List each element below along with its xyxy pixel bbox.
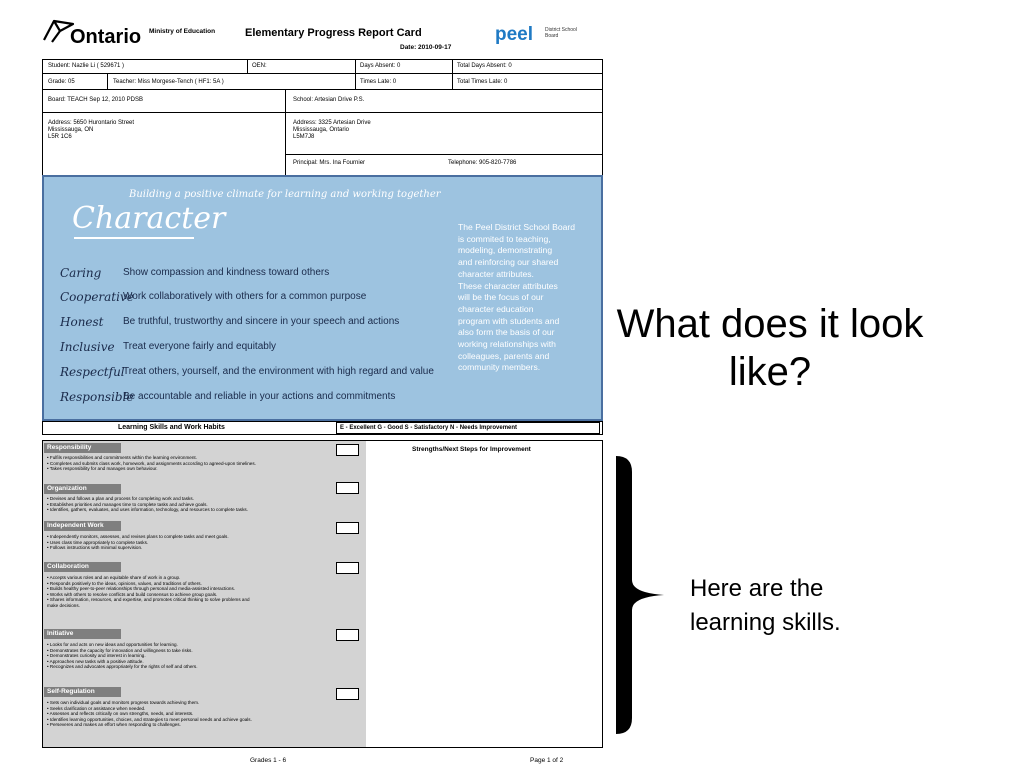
section-items: • Devises and follows a plan and process for completing work and tasks. • Establishes priorities and manages time to complete tasks and achieve goals. • Identifies, gathers, evaluates, and uses information, technology, and resources to complete tasks. [47, 496, 248, 513]
grades-label: Grades 1 - 6 [250, 757, 287, 764]
trait-name: Inclusive [60, 340, 115, 354]
ministry-label: Ministry of Education [149, 28, 216, 35]
report-card [40, 12, 605, 768]
telephone-field: Telephone: 905-820-7786 [448, 160, 517, 166]
oen-field: OEN: [252, 63, 267, 69]
section-title: Self-Regulation [44, 687, 121, 697]
total-days-absent: Total Days Absent: 0 [457, 63, 512, 69]
ontario-logo-text: Ontario [70, 26, 142, 48]
trait-name: Cooperative [60, 290, 134, 304]
section-title: Organization [44, 484, 121, 494]
section-title: Collaboration [44, 562, 121, 572]
section-title: Independent Work [44, 521, 121, 531]
independent-work-rating-box[interactable] [336, 522, 359, 534]
initiative-section [43, 627, 366, 684]
peel-logo-text: peel [495, 24, 534, 45]
section-items: • Independently monitors, assesses, and revises plans to complete tasks and meet goals. • Uses class time appropriately to complete tasks. • Follows instructions with minimal supervision. [47, 534, 229, 551]
grade-field: Grade: 05 [48, 79, 75, 85]
board-field: Board: TEACH Sep 12, 2010 PDSB [48, 97, 143, 103]
student-name: Student: Nazlie Li ( 529671 ) [48, 63, 125, 69]
section-title: Initiative [44, 629, 121, 639]
days-absent: Days Absent: 0 [360, 63, 401, 69]
trait-name: Honest [60, 315, 104, 329]
total-times-late: Total Times Late: 0 [457, 79, 508, 85]
section-items: • Fulfils responsibilities and commitments within the learning environment. • Completes and submits class work, homework, and assignments according to agreed-upon timelines. • Takes responsibility for and manages own behaviour. [47, 455, 256, 472]
character-title: Character [72, 201, 226, 236]
skills-heading: Learning Skills and Work Habits [118, 424, 225, 431]
character-panel [42, 175, 603, 421]
peel-logo-subtext: District School Board [545, 27, 577, 39]
report-title: Elementary Progress Report Card [245, 27, 422, 39]
responsibility-section [43, 441, 366, 482]
strengths-heading: Strengths/Next Steps for Improvement [412, 446, 531, 453]
school-address: Address: 3325 Artesian Drive Mississauga, Ontario L5M7J8 [293, 120, 371, 140]
character-side-text: The Peel District School Board is commited to teaching, modeling, demonstrating and reinforcing our shared character attributes. These character attributes will be the focus of our character education program with students and also form the basis of our working relationships with colleagues, parents and community members. [458, 222, 576, 373]
report-date: Date: 2010-09-17 [400, 44, 452, 51]
section-items: • Accepts various roles and an equitable share of work in a group. • Responds positively to the ideas, opinions, values, and traditions of others. • Builds healthy peer-to-peer relationships through personal and media-assisted interactions. • Works with others to resolve conflicts and build consensus to achieve group goals. • Shares information, resources, and expertise, and promotes critical thinking to solve problems and make decisions. [47, 575, 250, 608]
self-regulation-section [43, 684, 366, 747]
trait-desc: Show compassion and kindness toward others [123, 267, 330, 278]
page-number: Page 1 of 2 [530, 757, 564, 764]
collaboration-section [43, 560, 366, 627]
responsibility-rating-box[interactable] [336, 444, 359, 456]
section-items: • Looks for and acts on new ideas and opportunities for learning. • Demonstrates the capacity for innovation and willingness to take risks. • Demonstrates curiosity and interest in learning. • Approaches new tasks with a positive attitude. • Recognizes and advocates appropriately for the rights of self and others. [47, 642, 198, 670]
trait-name: Caring [60, 266, 102, 280]
organization-section [43, 482, 366, 519]
board-address: Address: 5650 Hurontario Street Mississauga, ON L5R 1C6 [48, 120, 135, 140]
trait-desc: Be accountable and reliable in your actions and commitments [123, 391, 396, 402]
teacher-field: Teacher: Miss Morgese-Tench ( HF1: 5A ) [113, 79, 224, 85]
principal-field: Principal: Mrs. Ina Fournier [293, 160, 366, 166]
peel-logo [495, 22, 595, 48]
times-late: Times Late: 0 [360, 79, 397, 85]
section-title: Responsibility [44, 443, 121, 453]
rating-legend: E - Excellent G - Good S - Satisfactory N - Needs Improvement [340, 425, 518, 431]
trait-name: Responsible [60, 390, 134, 404]
trait-name: Respectful [60, 365, 125, 379]
self-regulation-rating-box[interactable] [336, 688, 359, 700]
trait-desc: Work collaboratively with others for a common purpose [123, 291, 367, 302]
trait-desc: Treat everyone fairly and equitably [123, 341, 277, 352]
organization-rating-box[interactable] [336, 482, 359, 494]
school-field: School: Artesian Drive P.S. [293, 97, 365, 103]
collaboration-rating-box[interactable] [336, 562, 359, 574]
right-brace-icon [612, 452, 672, 742]
character-tagline: Building a positive climate for learning and working together [129, 189, 441, 200]
initiative-rating-box[interactable] [336, 629, 359, 641]
trait-desc: Treat others, yourself, and the environment with high regard and value [123, 366, 434, 377]
independent-work-section [43, 519, 366, 560]
question-annotation: What does it look like? [616, 302, 924, 394]
trait-desc: Be truthful, trustworthy and sincere in your speech and actions [123, 316, 400, 327]
section-items: • Sets own individual goals and monitors progress towards achieving them. • Seeks clarification or assistance when needed. • Assesses and reflects critically on own strengths, needs, and interests. • Identifies learning opportunities, choices, and strategies to meet personal needs and achieve goals. • Perseveres and makes an effort when responding to challenges. [47, 700, 252, 728]
learning-skills-note: Here are the learning skills. [690, 575, 841, 636]
